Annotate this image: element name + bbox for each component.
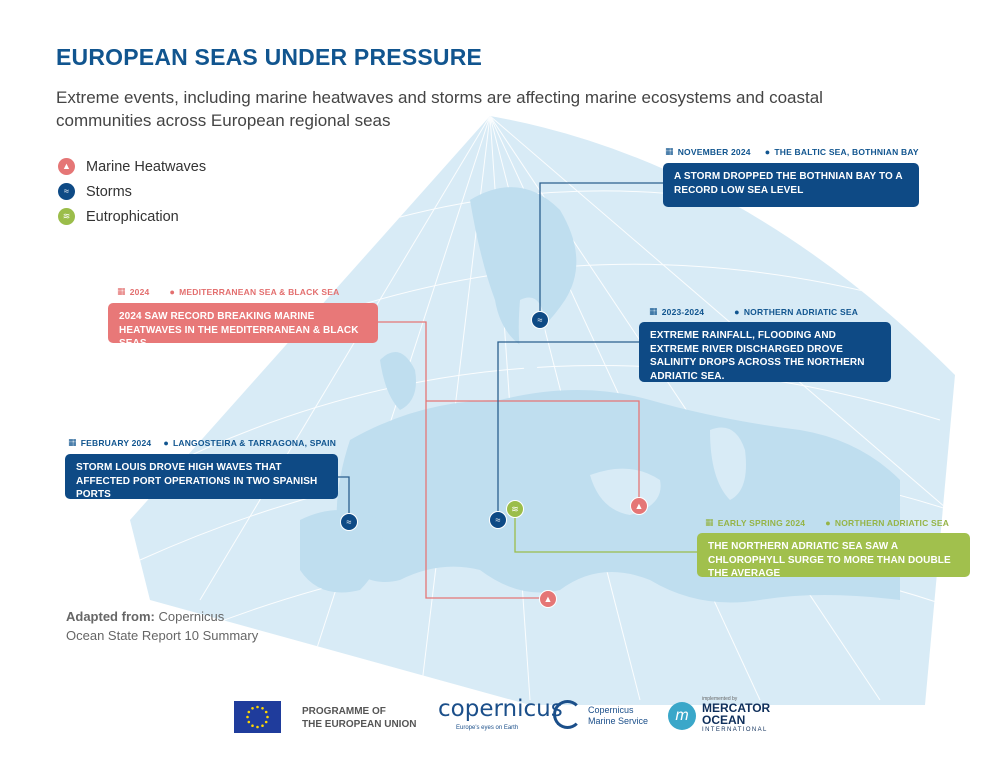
- event-date: 2024: [129, 286, 150, 297]
- marine-service-label: [588, 705, 648, 727]
- cms-line: Marine Service: [588, 716, 649, 726]
- location-pin-icon: ●: [169, 286, 176, 297]
- mercator-logo-icon: m: [668, 702, 696, 730]
- event-place: MEDITERRANEAN SEA & BLACK SEA: [179, 286, 340, 297]
- mercator-line: OCEAN: [702, 713, 746, 727]
- event-card-mediterranean: 2024 SAW RECORD BREAKING MARINE HEATWAVES IN THE MEDITERRANEAN & BLACK SEAS: [108, 303, 378, 343]
- legend: [58, 154, 206, 229]
- wave-icon: ≈: [58, 183, 75, 200]
- page-subtitle: Extreme events, including marine heatwaves and storms are affecting marine ecosystems and coastal communities across European regional seas: [56, 88, 823, 130]
- location-pin-icon: ●: [764, 146, 771, 157]
- eutrophication-marker-adriatic[interactable]: ≋: [506, 500, 524, 518]
- calendar-icon: ▦: [665, 146, 674, 156]
- event-date: FEBRUARY 2024: [80, 437, 152, 448]
- event-date: NOVEMBER 2024: [677, 146, 751, 157]
- source-note: [66, 607, 266, 645]
- location-pin-icon: ●: [163, 437, 169, 448]
- source-text: Copernicus Ocean State Report 10 Summary: [66, 609, 259, 643]
- source-prefix: Adapted from:: [66, 609, 155, 624]
- event-place: LANGOSTEIRA & TARRAGONA, SPAIN: [172, 437, 337, 448]
- event-place: THE BALTIC SEA, BOTHNIAN BAY: [774, 146, 919, 157]
- wavy-lines-icon: ≋: [58, 208, 75, 225]
- programme-label: [302, 705, 416, 731]
- storm-marker-spain[interactable]: ≈: [340, 513, 358, 531]
- calendar-icon: ▦: [117, 286, 126, 296]
- event-meta-baltic: [665, 146, 919, 157]
- event-date: EARLY SPRING 2024: [717, 517, 806, 528]
- event-place: NORTHERN ADRIATIC SEA: [834, 517, 950, 528]
- mercator-label: [702, 702, 770, 726]
- mercator-implemented: implemented by: [702, 696, 738, 702]
- location-pin-icon: ●: [734, 306, 740, 317]
- storm-marker-adriatic[interactable]: ≈: [489, 511, 507, 529]
- event-card-baltic: A STORM DROPPED THE BOTHNIAN BAY TO A RECORD LOW SEA LEVEL: [663, 163, 919, 207]
- heatwave-marker-black-sea[interactable]: ▲: [630, 497, 648, 515]
- copernicus-logo: copernicus: [438, 696, 563, 722]
- page-title: EUROPEAN SEAS UNDER PRESSURE: [56, 44, 483, 70]
- eu-flag-icon: [234, 701, 281, 733]
- event-place: NORTHERN ADRIATIC SEA: [743, 306, 859, 317]
- calendar-icon: ▦: [705, 517, 714, 527]
- legend-item-heatwaves: [58, 154, 206, 179]
- cms-line: Copernicus: [588, 705, 634, 715]
- legend-item-eutrophication: [58, 204, 206, 229]
- calendar-icon: ▦: [649, 306, 658, 316]
- event-card-adriatic-salinity: EXTREME RAINFALL, FLOODING AND EXTREME RIVER DISCHARGED DROVE SALINITY DROPS ACROSS THE NORTHERN ADRIATIC SEA.: [639, 322, 891, 382]
- legend-item-storms: [58, 179, 206, 204]
- legend-label: Marine Heatwaves: [86, 158, 207, 175]
- programme-line: PROGRAMME OF: [302, 706, 386, 717]
- legend-label: Eutrophication: [86, 208, 179, 225]
- event-meta-mediterranean: [117, 286, 339, 297]
- mercator-line: MERCATOR: [702, 701, 771, 715]
- event-meta-adriatic-chlorophyll: [705, 517, 949, 528]
- event-date: 2023-2024: [661, 306, 705, 317]
- event-card-spain: STORM LOUIS DROVE HIGH WAVES THAT AFFECTED PORT OPERATIONS IN TWO SPANISH PORTS: [65, 454, 338, 499]
- thermometer-icon: ▲: [58, 158, 75, 175]
- storm-marker-baltic[interactable]: ≈: [531, 311, 549, 329]
- programme-line: THE EUROPEAN UNION: [302, 719, 417, 730]
- event-meta-adriatic-salinity: [649, 306, 858, 317]
- heatwave-marker-mediterranean[interactable]: ▲: [539, 590, 557, 608]
- calendar-icon: ▦: [68, 437, 77, 447]
- event-meta-spain: [68, 437, 336, 448]
- legend-label: Storms: [86, 183, 132, 200]
- event-card-adriatic-chlorophyll: THE NORTHERN ADRIATIC SEA SAW A CHLOROPHYLL SURGE TO MORE THAN DOUBLE THE AVERAGE: [697, 533, 970, 577]
- location-pin-icon: ●: [825, 517, 831, 528]
- marine-service-logo-icon: [553, 700, 582, 729]
- mercator-international: INTERNATIONAL: [702, 727, 768, 733]
- footer-logos: [0, 692, 1000, 742]
- copernicus-tagline: Europe's eyes on Earth: [456, 725, 519, 731]
